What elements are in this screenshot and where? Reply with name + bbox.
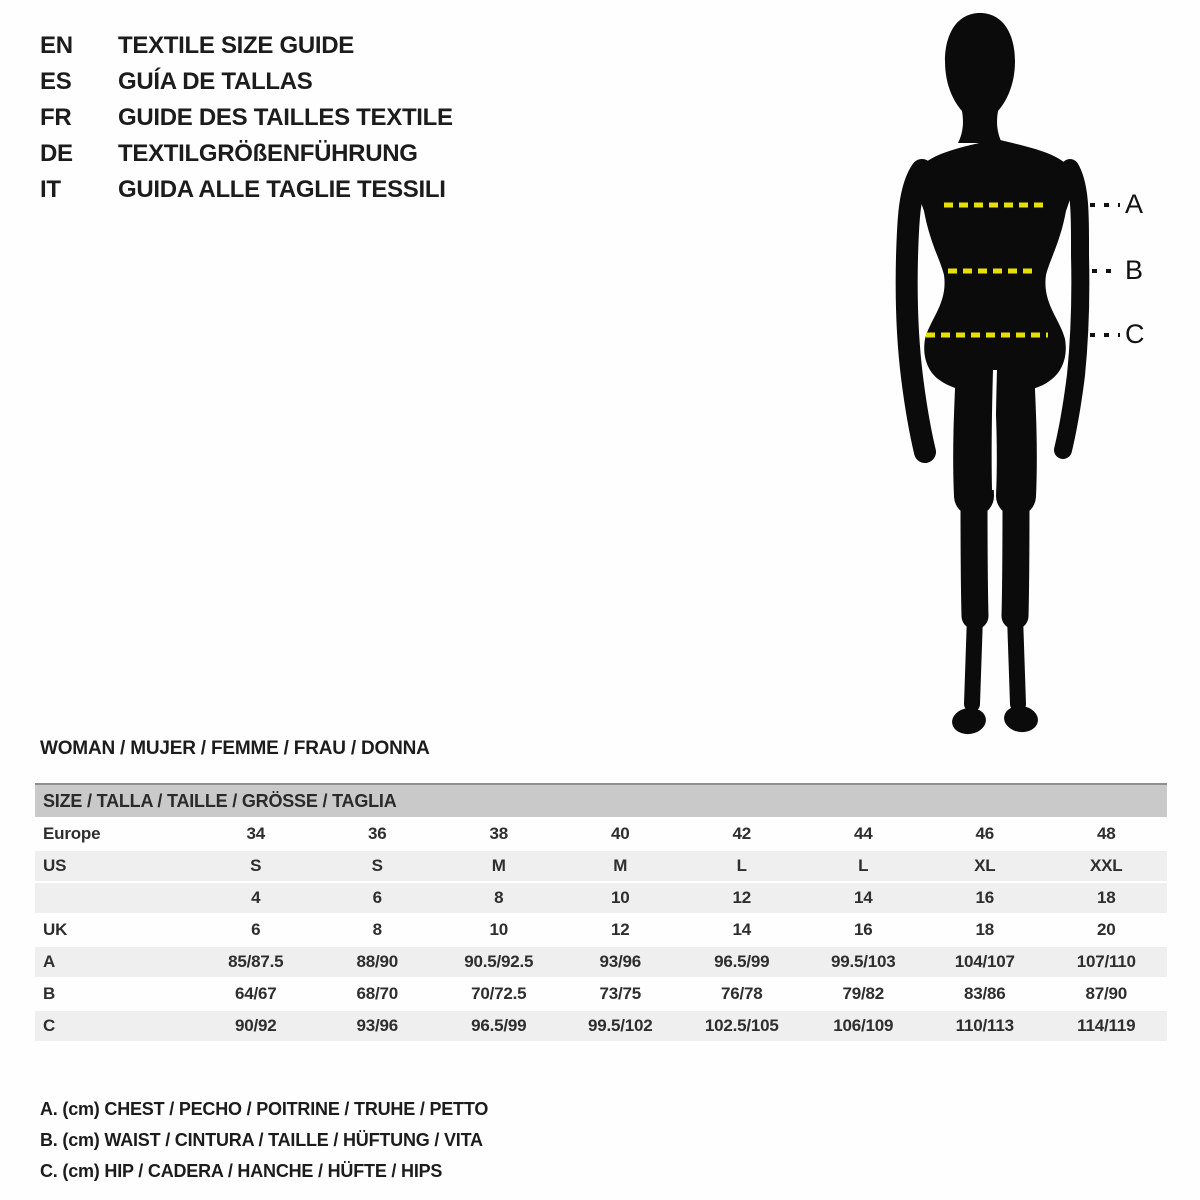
size-cell: 18 [1046,882,1168,914]
size-cell: 70/72.5 [438,978,560,1010]
table-row-hip-c [35,1010,1167,1042]
size-cell: 114/119 [1046,1010,1168,1042]
size-cell: 20 [1046,914,1168,946]
size-cell: 73/75 [560,978,682,1010]
silhouette-left-thigh [973,368,976,496]
silhouette-right-foot [1002,704,1039,734]
size-cell: 83/86 [924,978,1046,1010]
measure-label-c: C [1125,319,1145,349]
title-row-it [40,172,453,208]
size-cell: 40 [560,818,682,850]
legend-line-hip: C. (cm) HIP / CADERA / HANCHE / HÜFTE / HIPS [40,1161,443,1181]
size-cell: 10 [560,882,682,914]
silhouette-left-foot [950,706,987,736]
title-text: TEXTILE SIZE GUIDE [118,32,354,59]
row-label: C [35,1010,195,1042]
row-label: UK [35,914,195,946]
size-table-header-row [35,784,1167,818]
legend-line-chest: A. (cm) CHEST / PECHO / POITRINE / TRUHE / PETTO [40,1099,489,1119]
row-label: B [35,978,195,1010]
size-cell: M [438,850,560,882]
size-cell: 10 [438,914,560,946]
size-cell: 76/78 [681,978,803,1010]
size-cell: 16 [924,882,1046,914]
legend-line-waist: B. (cm) WAIST / CINTURA / TAILLE / HÜFTUNG / VITA [40,1130,483,1150]
size-cell: 85/87.5 [195,946,317,978]
size-cell: 42 [681,818,803,850]
size-cell: 107/110 [1046,946,1168,978]
title-text: GUIDA ALLE TAGLIE TESSILI [118,176,446,203]
size-cell: 88/90 [317,946,439,978]
lang-code: ES [40,68,72,95]
size-cell: 8 [317,914,439,946]
title-text: TEXTILGRÖßENFÜHRUNG [118,140,418,167]
size-cell: 79/82 [803,978,925,1010]
size-cell: 99.5/102 [560,1010,682,1042]
size-cell: 14 [803,882,925,914]
size-cell: 110/113 [924,1010,1046,1042]
measure-label-a: A [1125,189,1144,219]
size-cell: 6 [317,882,439,914]
size-cell: 99.5/103 [803,946,925,978]
size-table-header: SIZE / TALLA / TAILLE / GRÖSSE / TAGLIA [35,784,1167,818]
size-cell: 44 [803,818,925,850]
table-row-uk [35,914,1167,946]
silhouette-left-ankle [972,616,975,704]
title-row-en [40,28,453,64]
size-cell: 96.5/99 [438,1010,560,1042]
size-cell: 68/70 [317,978,439,1010]
size-cell: 4 [195,882,317,914]
title-row-es [40,64,453,100]
size-cell: 12 [681,882,803,914]
size-cell: 8 [438,882,560,914]
table-row-waist-b [35,978,1167,1010]
row-label [35,882,195,914]
size-cell: M [560,850,682,882]
size-cell: 14 [681,914,803,946]
table-row-us-numeric [35,882,1167,914]
size-cell: 34 [195,818,317,850]
silhouette-right-calf [1015,496,1016,616]
size-cell: 90.5/92.5 [438,946,560,978]
silhouette-right-thigh [1014,368,1017,496]
row-label: US [35,850,195,882]
lang-code: EN [40,32,73,59]
table-row-europe [35,818,1167,850]
lang-code: IT [40,176,61,203]
title-row-de [40,136,453,172]
title-text: GUÍA DE TALLAS [118,68,313,95]
size-cell: 12 [560,914,682,946]
size-cell: 102.5/105 [681,1010,803,1042]
lang-code: DE [40,140,73,167]
size-cell: 64/67 [195,978,317,1010]
silhouette-left-arm [907,170,925,452]
size-cell: 38 [438,818,560,850]
title-language-list [40,28,453,208]
size-cell: 48 [1046,818,1168,850]
title-text: GUIDE DES TAILLES TEXTILE [118,104,453,131]
measure-label-b: B [1125,255,1144,285]
size-cell: 16 [803,914,925,946]
size-cell: 104/107 [924,946,1046,978]
size-cell: S [317,850,439,882]
size-cell: XL [924,850,1046,882]
leg-gap [994,370,995,490]
size-cell: L [803,850,925,882]
size-cell: 90/92 [195,1010,317,1042]
size-cell: 6 [195,914,317,946]
section-heading-woman: WOMAN / MUJER / FEMME / FRAU / DONNA [40,738,430,759]
silhouette-right-ankle [1015,616,1018,704]
silhouette-left-calf [974,496,975,616]
size-cell: 96.5/99 [681,946,803,978]
silhouette-head [945,13,1015,143]
measurement-legend [40,1094,488,1187]
table-row-us [35,850,1167,882]
size-table [35,783,1167,1043]
woman-silhouette-icon [880,0,1170,745]
silhouette-torso [917,139,1073,393]
title-row-fr [40,100,453,136]
row-label: A [35,946,195,978]
size-cell: 87/90 [1046,978,1168,1010]
size-cell: S [195,850,317,882]
size-cell: 36 [317,818,439,850]
size-cell: L [681,850,803,882]
size-cell: 46 [924,818,1046,850]
row-label: Europe [35,818,195,850]
table-row-chest-a [35,946,1167,978]
lang-code: FR [40,104,72,131]
size-cell: 93/96 [317,1010,439,1042]
size-cell: 18 [924,914,1046,946]
size-cell: 106/109 [803,1010,925,1042]
size-cell: 93/96 [560,946,682,978]
size-cell: XXL [1046,850,1168,882]
